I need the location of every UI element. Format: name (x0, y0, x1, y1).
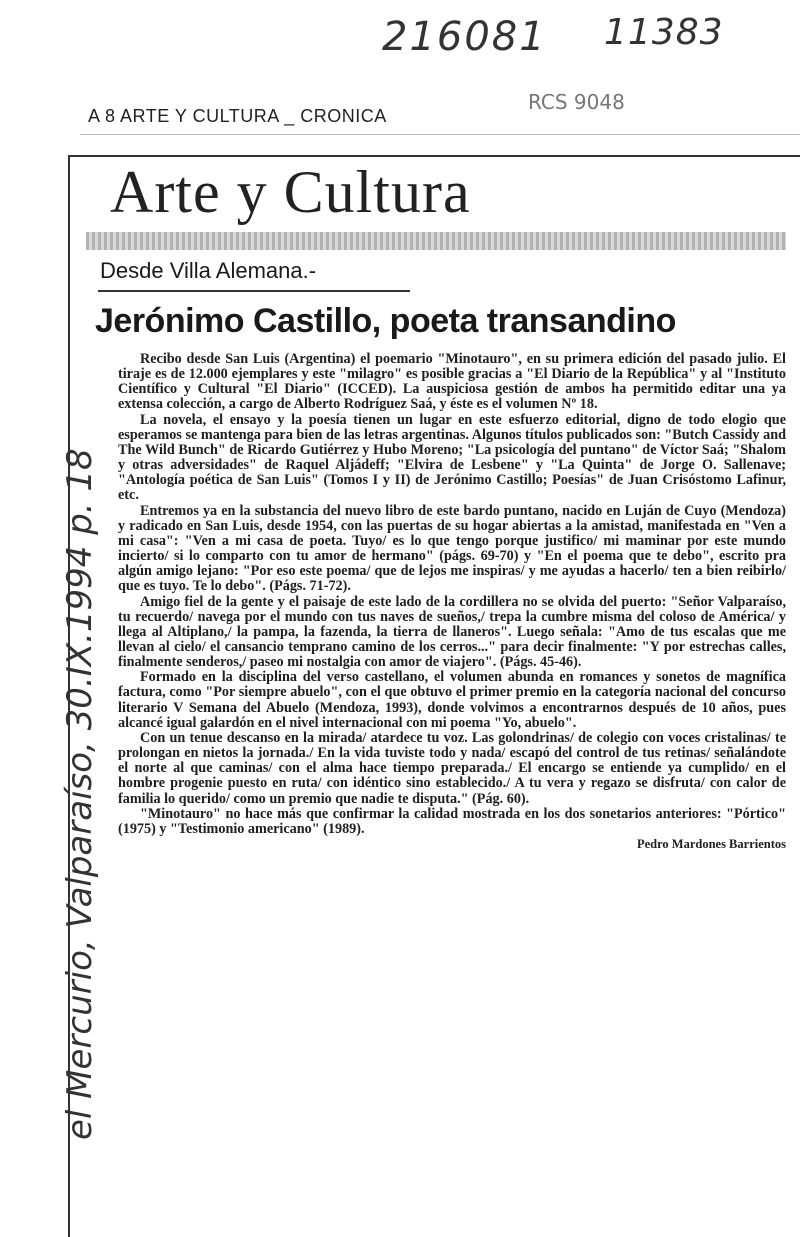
dateline: Desde Villa Alemana.- (100, 258, 317, 283)
paragraph: Recibo desde San Luis (Argentina) el poemario "Minotauro", en su primera edición del pasado julio. El tiraje es de 12.000 ejemplares y este "milagro" es posible gracias a "El Diario de la República" y al "Instituto Científico y Cultural "El Diario" (ICCED). La auspiciosa gestión de ambos ha permitido editar una ya extensa colección, a cargo de Alberto Rodríguez Saá, y éste es el volumen Nº 18. (118, 351, 786, 413)
paragraph: Formado en la disciplina del verso castellano, el volumen abunda en romances y sonetos de magnífica factura, como "Por siempre abuelo", con el que obtuvo el primer premio en la categoría nacional del concurso literario V Semana del Abuelo (Mendoza, 1993), donde volvimos a encontrarnos después de 10 años, pues alcancé igual galardón en el nivel internacional con mi poema "Yo, abuelo". (118, 669, 786, 731)
halftone-bar (86, 232, 786, 250)
dateline-rule (98, 290, 410, 292)
archive-number: 216081 (382, 14, 547, 60)
paragraph: Entremos ya en la substancia del nuevo libro de este bardo puntano, nacido en Luján de Cuyo (Mendoza) y radicado en San Luis, desde 1954, con las puertas de su hogar abiertas a la amistad, manifestada en "Ven a mi casa": "Ven a mi casa de poeta. Tuyo/ es lo que tengo porque justifico/ mi maminar por este mundo incierto/ si lo comparto con tu amor de hermano" (págs. 69-70) y "En el poema que te debo", escrito pra algún amigo lejano: "Por eso este poema/ que de lejos me inspiras/ y me ayudas a hacerlo/ ten a bien reibirlo/ que es tuyo. Te lo debo". (Págs. 71-72). (118, 502, 786, 595)
divider (80, 134, 800, 135)
handwritten-margin-note: el Mercurio, Valparaíso, 30.IX.1994 p. 18 (60, 448, 100, 1140)
paragraph: "Minotauro" no hace más que confirmar la calidad mostrada en los dos sonetarios anteriores: "Pórtico"(1975) y "Testimonio americano" (1989). (118, 805, 786, 837)
article-body (118, 352, 786, 852)
masthead: Arte y Cultura (110, 159, 471, 225)
paragraph: Con un tenue descanso en la mirada/ atardece tu voz. Las golondrinas/ de colegio con voces cristalinas/ te prolongan en nietos la jornada./ En la vida tuviste todo y nada/ escapó del control de tus retinas/ señalándote el norte al que caminas/ con el alma hace tiempo preparada./ El encargo se entiende ya cumplido/ en el hombre progenie puesto en ruta/ con idéntico sino establecido./ A tu vera y regazo se disfruta/ con calor de familia lo querido/ como un premio que nadie te disputa." (Pág. 60). (118, 729, 786, 807)
item-number: 11383 (604, 12, 724, 53)
author-signature: Pedro Mardones Barrientos (636, 837, 786, 851)
paragraph: Amigo fiel de la gente y el paisaje de este lado de la cordillera no se olvida del puerto: "Señor Valparaíso, tu recuerdo/ navega por el mundo con tus naves de sueños,/ trepa la cumbre misma del coloso de América/ y llega al Altiplano,/ la pampa, la fazenda, la tierra de llaneros". Luego señala: "Amo de tus escalas que me llevan al cielo/ el cansancio temprano camino de los cerros..." para decir finalmente: "Y por estrechas calles, finalmente senderos,/ paseo mi nostalgia con amor de viajero". (Págs. 45-46). (118, 593, 786, 671)
headline: Jerónimo Castillo, poeta transandino (95, 302, 676, 340)
paragraph: La novela, el ensayo y la poesía tienen un lugar en este esfuerzo editorial, digno de todo elogio que esperamos se mantenga para bien de las letras argentinas. Algunos títulos publicados son: "Butch Cassidy and The Wild Bunch" de Ricardo Gutiérrez y Hubo Moreno; "La psicología del puntano" de Víctor Saá; "Shalom y otras adversidades" de Raquel Aljádeff; "Elvira de Lesbene" y "La Quinta" de Jorge O. Sallenave; "Antología poética de San Luis" (Tomos I y II) de Jerónimo Castillo; Poesías" de Juan Crisóstomo Lafinur, etc. (118, 411, 786, 504)
section-label: A 8 ARTE Y CULTURA _ CRONICA (88, 106, 387, 126)
catalog-code: RCS 9048 (528, 90, 625, 114)
